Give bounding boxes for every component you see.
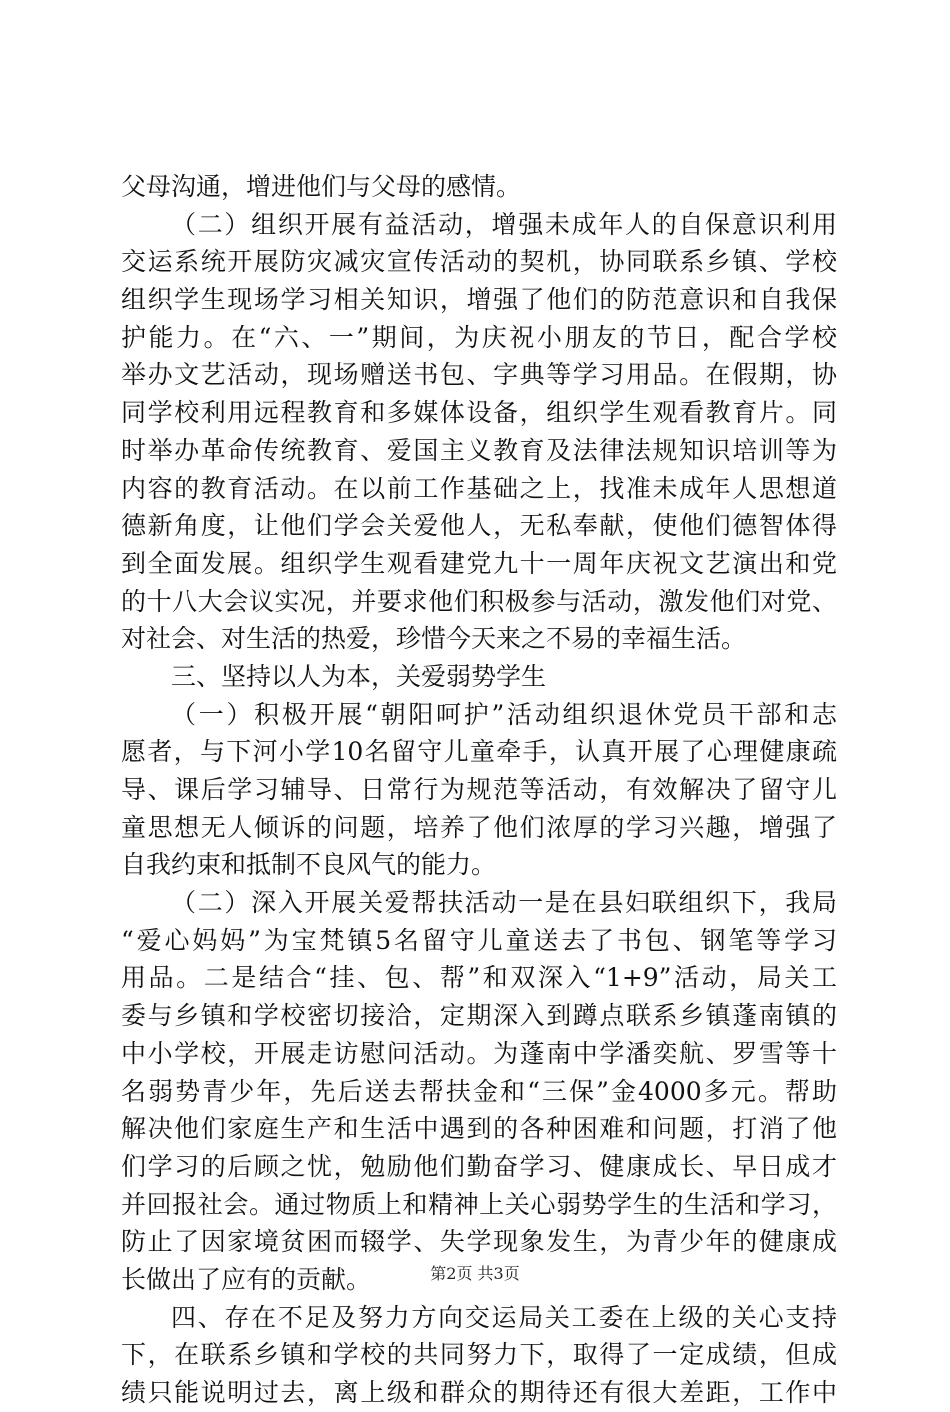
- text-line: 童思想无人倾诉的问题，培养了他们浓厚的学习兴趣，增强了: [121, 812, 837, 842]
- text-line: 同学校利用远程教育和多媒体设备，组织学生观看教育片。同: [121, 398, 837, 428]
- text-line: （二）深入开展关爱帮扶活动一是在县妇联组织下，我局: [171, 888, 837, 918]
- text-line: 对社会、对生活的热爱，珍惜今天来之不易的幸福生活。: [121, 624, 747, 654]
- text-line: 绩只能说明过去，离上级和群众的期待还有很大差距，工作中: [121, 1378, 837, 1407]
- page-number-label: 第2页 共3页: [430, 1264, 520, 1283]
- text-line: 解决他们家庭生产和生活中遇到的各种困难和问题，打消了他: [121, 1114, 837, 1144]
- text-line: 导、课后学习辅导、日常行为规范等活动，有效解决了留守儿: [121, 775, 837, 804]
- text-line: 长做出了应有的贡献。: [121, 1264, 372, 1294]
- text-line: 交运系统开展防灾减灾宣传活动的契机，协同联系乡镇、学校: [121, 247, 837, 277]
- text-line: 中小学校，开展走访慰问活动。为蓬南中学潘奕航、罗雪等十: [121, 1038, 837, 1068]
- text-line: 并回报社会。通过物质上和精神上关心弱势学生的生活和学习，: [121, 1189, 837, 1219]
- text-line: “爱心妈妈”为宝梵镇5名留守儿童送去了书包、钢笔等学习: [121, 925, 837, 955]
- text-line: 时举办革命传统教育、爱国主义教育及法律法规知识培训等为: [121, 435, 837, 465]
- text-line: 下，在联系乡镇和学校的共同努力下，取得了一定成绩，但成: [121, 1340, 837, 1370]
- page-footer: [0, 1264, 950, 1284]
- text-line: 名弱势青少年，先后送去帮扶金和“三保”金4000多元。帮助: [121, 1076, 837, 1106]
- text-line: 内容的教育活动。在以前工作基础之上，找准未成年人思想道: [121, 473, 837, 503]
- text-line: 们学习的后顾之忧，勉励他们勤奋学习、健康成长、早日成才: [121, 1151, 837, 1181]
- text-line: （一）积极开展“朝阳呵护”活动组织退休党员干部和志: [171, 699, 837, 729]
- text-line: 用品。二是结合“挂、包、帮”和双深入“1+9”活动，局关工: [121, 963, 837, 993]
- text-line: 护能力。在“六、一”期间，为庆祝小朋友的节日，配合学校: [121, 322, 837, 352]
- text-line: （二）组织开展有益活动，增强未成年人的自保意识利用: [171, 209, 837, 239]
- text-line: 愿者，与下河小学10名留守儿童牵手，认真开展了心理健康疏: [121, 737, 837, 767]
- text-line: 到全面发展。组织学生观看建党九十一周年庆祝文艺演出和党: [121, 548, 837, 578]
- text-line: 三、坚持以人为本，关爱弱势学生: [171, 661, 547, 691]
- text-line: 举办文艺活动，现场赠送书包、字典等学习用品。在假期，协: [121, 360, 837, 390]
- document-body: [121, 168, 837, 1412]
- text-line: 委与乡镇和学校密切接洽，定期深入到蹲点联系乡镇蓬南镇的: [121, 1001, 837, 1031]
- text-line: 防止了因家境贫困而辍学、失学现象发生，为青少年的健康成: [121, 1227, 837, 1257]
- text-line: 的十八大会议实况，并要求他们积极参与活动，激发他们对党、: [121, 586, 837, 616]
- text-line: 自我约束和抵制不良风气的能力。: [121, 850, 497, 880]
- text-line: 组织学生现场学习相关知识，增强了他们的防范意识和自我保: [121, 285, 837, 315]
- text-line: 德新角度，让他们学会关爱他人，无私奉献，使他们德智体得: [121, 511, 837, 541]
- text-line: 父母沟通，增进他们与父母的感情。: [121, 172, 522, 201]
- text-line: 四、存在不足及努力方向交运局关工委在上级的关心支持: [171, 1302, 837, 1332]
